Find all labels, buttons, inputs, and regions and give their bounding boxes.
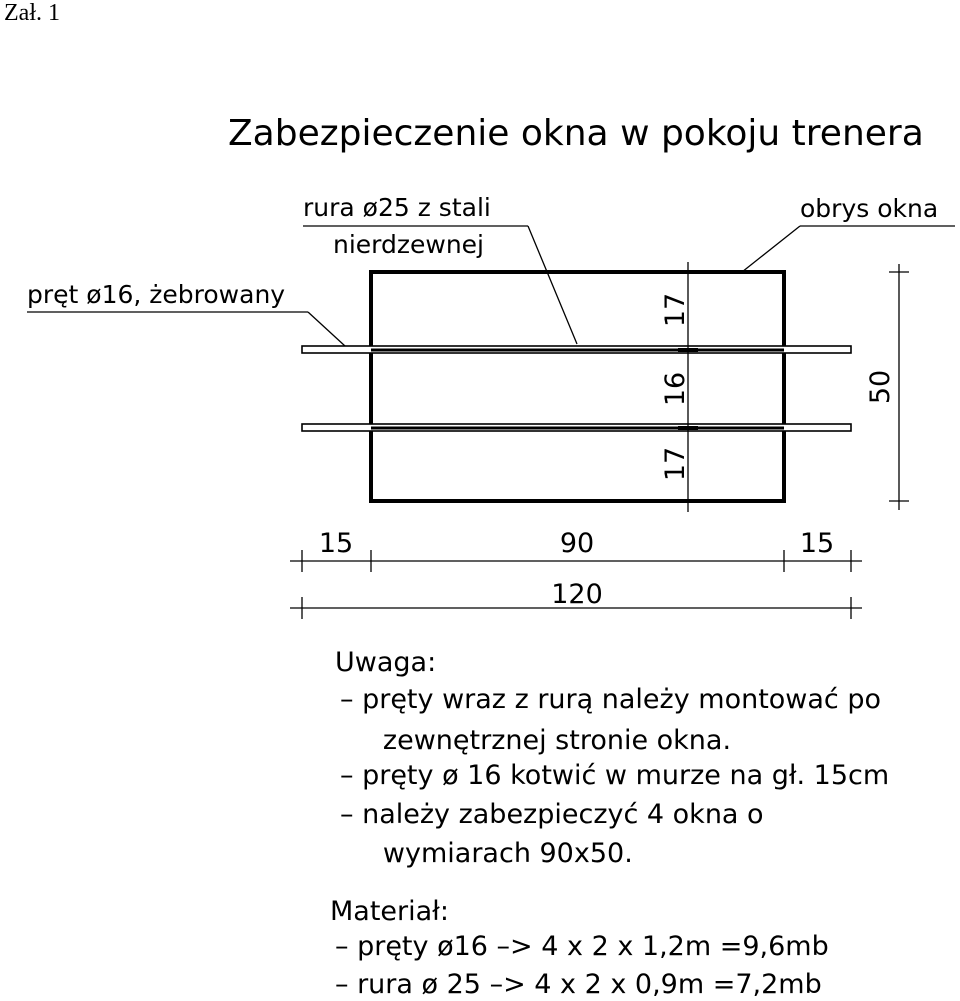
note-line-1: – pręty wraz z rurą należy montować po (340, 684, 882, 715)
material-line-1: – pręty ø16 –> 4 x 2 x 1,2m =9,6mb (335, 931, 829, 962)
dim-window-width: 90 (559, 528, 595, 559)
dim-window-height: 50 (865, 369, 896, 405)
dim-right-margin: 15 (799, 528, 835, 559)
materials-heading: Materiał: (330, 896, 449, 927)
note-line-4: – należy zabezpieczyć 4 okna o (340, 799, 764, 830)
dim-top-gap: 17 (660, 292, 691, 328)
notes-heading: Uwaga: (335, 647, 437, 678)
material-line-2: – rura ø 25 –> 4 x 2 x 0,9m =7,2mb (335, 969, 822, 1000)
pipe-label-line2: nierdzewnej (333, 230, 485, 259)
rod-label: pręt ø16, żebrowany (27, 280, 286, 309)
note-line-3: – pręty ø 16 kotwić w murze na gł. 15cm (340, 760, 890, 791)
pipe-leader (528, 226, 577, 344)
window-leader (742, 226, 800, 272)
rod-leader (308, 312, 345, 346)
window-outline-label: obrys okna (800, 194, 939, 223)
pipe-label-line1: rura ø25 z stali (303, 193, 491, 222)
window-outline (371, 272, 784, 501)
note-line-2: zewnętrznej stronie okna. (340, 725, 732, 756)
dim-middle-gap: 16 (660, 371, 691, 407)
drawing-title: Zabezpieczenie okna w pokoju trenera (228, 113, 924, 154)
note-line-5: wymiarach 90x50. (340, 838, 633, 869)
dim-bottom-gap: 17 (660, 446, 691, 482)
attachment-label: Zał. 1 (4, 0, 60, 26)
dim-left-margin: 15 (318, 528, 354, 559)
dim-total-width: 120 (551, 579, 603, 610)
